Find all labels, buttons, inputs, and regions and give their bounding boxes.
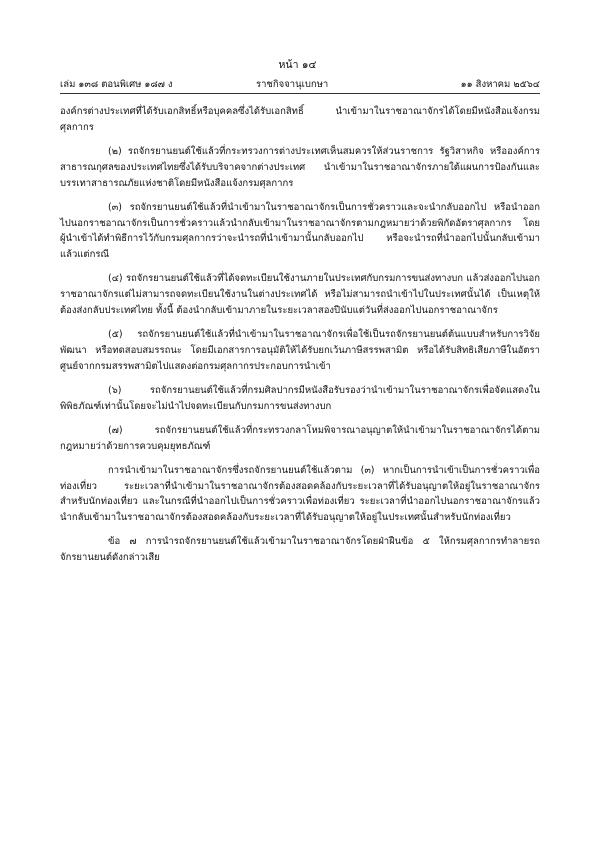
paragraph-temporary-import: การนำเข้ามาในราชอาณาจักรซึ่งรถจักรยานยนต์ใช้แล้วตาม (๓) หากเป็นการนำเข้าเป็นการชั่วคราวเพื่อท่องเที่ยว ระยะเวลาที่นำเข้ามาในราชอาณาจักรต้องสอดคล้องกับระยะเวลาที่ได้รับอนุญาตให้อยู่ในราชอาณาจักรสำหรับนักท่องเที่ยว และในกรณีที่นำออกไปเป็นการชั่วคราวเพื่อท่องเที่ยว ระยะเวลาที่นำออกไปนอกราชอาณาจักรแล้วนำกลับเข้ามาในราชอาณาจักรต้องสอดคล้องกับระยะเวลาที่ได้รับอนุญาตให้อยู่ในประเทศนั้นสำหรับนักท่องเที่ยว (60, 464, 540, 524)
gazette-title: ราชกิจจานุเบกษา (256, 79, 329, 90)
volume-issue: เล่ม ๑๓๘ ตอนพิเศษ ๑๘๗ ง (60, 79, 173, 90)
page-number: หน้า ๑๔ (278, 59, 317, 71)
paragraph-item-5: (๕) รถจักรยานยนต์ใช้แล้วที่นำเข้ามาในราชอาณาจักรเพื่อใช้เป็นรถจักรยานยนต์ต้นแบบสำหรับการวิจัย พัฒนา หรือทดสอบสมรรถนะ โดยมีเอกสารการอนุมัติให้ได้รับยกเว้นภาษีสรรพสามิต หรือได้รับสิทธิเสียภาษีในอัตราศูนย์จากกรมสรรพสามิตไปแสดงต่อกรมศุลกากรประกอบการนำเข้า (60, 329, 540, 372)
paragraph-item-3: (๓) รถจักรยานยนต์ใช้แล้วที่นำเข้ามาในราชอาณาจักรเป็นการชั่วคราวและจะนำกลับออกไป หรือนำออกไปนอกราชอาณาจักรเป็นการชั่วคราวแล้วนำกลับเข้ามาในราชอาณาจักรตามกฎหมายว่าด้วยพิกัดอัตราศุลกากร โดยผู้นำเข้าได้ทำพิธีการไว้กับกรมศุลกากรว่าจะนำรถที่นำเข้ามานั้นกลับออกไป หรือจะนำรถที่นำออกไปนั้นกลับเข้ามา แล้วแต่กรณี (60, 201, 540, 261)
header-rule (60, 93, 540, 94)
paragraph-item-4: (๔) รถจักรยานยนต์ใช้แล้วที่ได้จดทะเบียนใช้งานภายในประเทศกับกรมการขนส่งทางบก แล้วส่งออกไปนอกราชอาณาจักรแต่ไม่สามารถจดทะเบียนใช้งานในต่างประเทศได้ หรือไม่สามารถนำเข้าไปในประเทศนั้นได้ เป็นเหตุให้ต้องส่งกลับประเทศไทย ทั้งนี้ ต้องนำกลับเข้ามาภายในระยะเวลาสองปีนับแต่วันที่ส่งออกไปนอกราชอาณาจักร (60, 273, 540, 316)
document-body (60, 104, 540, 574)
publication-date: ๑๑ สิงหาคม ๒๕๖๔ (460, 79, 540, 90)
paragraph-item-2: (๒) รถจักรยานยนต์ใช้แล้วที่กระทรวงการต่างประเทศเห็นสมควรให้ส่วนราชการ รัฐวิสาหกิจ หรือองค์การสาธารณกุศลของประเทศไทยซึ่งได้รับบริจาคจากต่างประเทศ นำเข้ามาในราชอาณาจักรภายใต้แผนการป้องกันและบรรเทาสาธารณภัยแห่งชาติโดยมีหนังสือแจ้งกรมศุลกากร (60, 145, 540, 189)
paragraph-continuation: องค์กรต่างประเทศที่ได้รับเอกสิทธิ์หรือบุคคลซึ่งได้รับเอกสิทธิ์ นำเข้ามาในราชอาณาจักรได้โดยมีหนังสือแจ้งกรมศุลกากร (60, 106, 540, 133)
gazette-header (60, 78, 540, 92)
paragraph-item-7: (๗) รถจักรยานยนต์ใช้แล้วที่กระทรวงกลาโหมพิจารณาอนุญาตให้นำเข้ามาในราชอาณาจักรได้ตามกฎหมายว่าด้วยการควบคุมยุทธภัณฑ์ (60, 424, 540, 452)
paragraph-clause-7: ข้อ ๗ การนำรถจักรยานยนต์ใช้แล้วเข้ามาในราชอาณาจักรโดยฝ่าฝืนข้อ ๕ ให้กรมศุลกากรทำลายรถจักรยานยนต์ดังกล่าวเสีย (60, 536, 540, 564)
paragraph-item-6: (๖) รถจักรยานยนต์ใช้แล้วที่กรมศิลปากรมีหนังสือรับรองว่านำเข้ามาในราชอาณาจักรเพื่อจัดแสดงในพิพิธภัณฑ์เท่านั้นโดยจะไม่นำไปจดทะเบียนกับกรมการขนส่งทางบก (60, 384, 540, 412)
